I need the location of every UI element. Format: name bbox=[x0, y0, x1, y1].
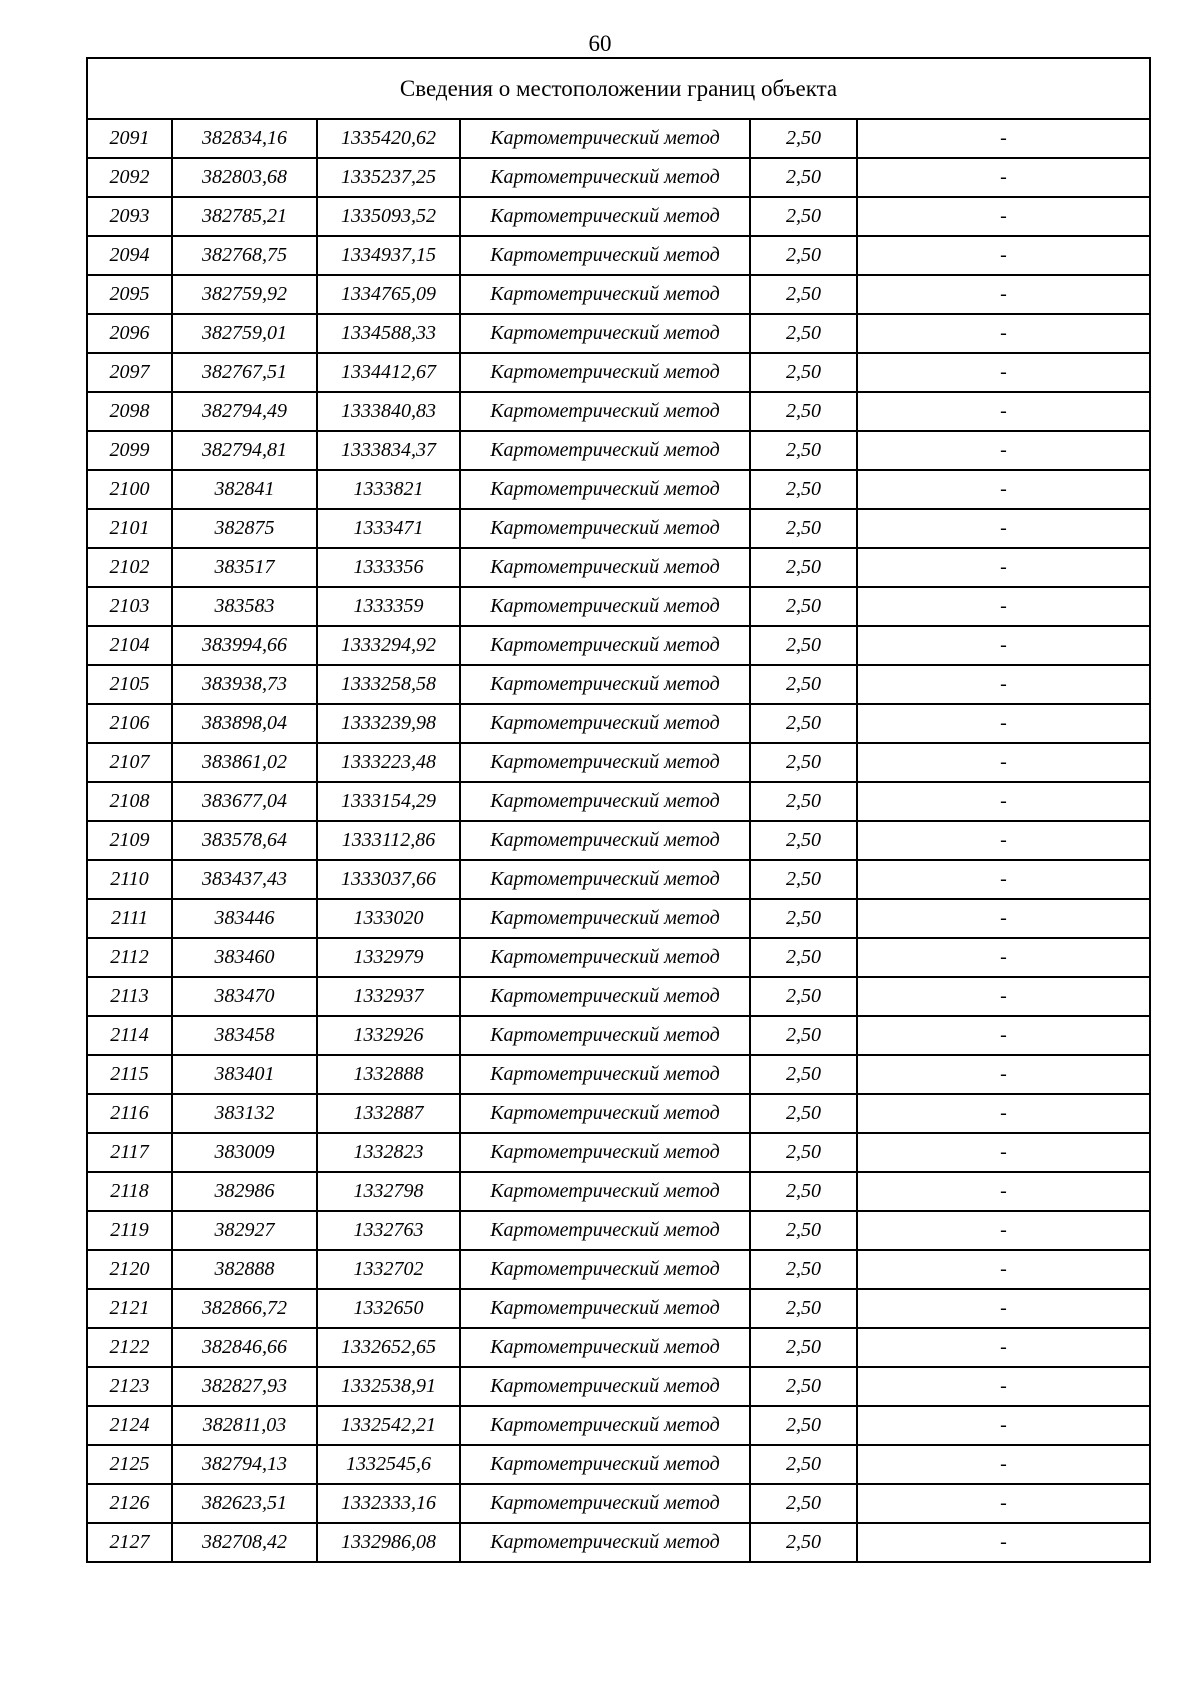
y-coordinate-cell: 1335093,52 bbox=[317, 197, 460, 236]
method-cell: Картометрический метод bbox=[460, 743, 750, 782]
method-cell: Картометрический метод bbox=[460, 821, 750, 860]
accuracy-cell: 2,50 bbox=[750, 899, 857, 938]
method-cell: Картометрический метод bbox=[460, 587, 750, 626]
point-number-cell: 2119 bbox=[87, 1211, 172, 1250]
x-coordinate-cell: 382803,68 bbox=[172, 158, 317, 197]
method-cell: Картометрический метод bbox=[460, 1133, 750, 1172]
method-cell: Картометрический метод bbox=[460, 860, 750, 899]
table-row bbox=[87, 1445, 1150, 1484]
point-number-cell: 2112 bbox=[87, 938, 172, 977]
accuracy-cell: 2,50 bbox=[750, 1094, 857, 1133]
x-coordinate-cell: 383401 bbox=[172, 1055, 317, 1094]
description-cell: - bbox=[857, 860, 1150, 899]
x-coordinate-cell: 383677,04 bbox=[172, 782, 317, 821]
x-coordinate-cell: 382785,21 bbox=[172, 197, 317, 236]
y-coordinate-cell: 1335420,62 bbox=[317, 119, 460, 158]
table-row bbox=[87, 1523, 1150, 1562]
point-number-cell: 2100 bbox=[87, 470, 172, 509]
description-cell: - bbox=[857, 1445, 1150, 1484]
description-cell: - bbox=[857, 821, 1150, 860]
accuracy-cell: 2,50 bbox=[750, 1328, 857, 1367]
description-cell: - bbox=[857, 1094, 1150, 1133]
y-coordinate-cell: 1332333,16 bbox=[317, 1484, 460, 1523]
x-coordinate-cell: 383583 bbox=[172, 587, 317, 626]
method-cell: Картометрический метод bbox=[460, 1289, 750, 1328]
description-cell: - bbox=[857, 782, 1150, 821]
x-coordinate-cell: 383898,04 bbox=[172, 704, 317, 743]
description-cell: - bbox=[857, 509, 1150, 548]
method-cell: Картометрический метод bbox=[460, 1250, 750, 1289]
x-coordinate-cell: 383460 bbox=[172, 938, 317, 977]
table-row bbox=[87, 197, 1150, 236]
description-cell: - bbox=[857, 1055, 1150, 1094]
table-row bbox=[87, 938, 1150, 977]
point-number-cell: 2105 bbox=[87, 665, 172, 704]
y-coordinate-cell: 1333471 bbox=[317, 509, 460, 548]
method-cell: Картометрический метод bbox=[460, 626, 750, 665]
table-body bbox=[87, 58, 1150, 1562]
description-cell: - bbox=[857, 1406, 1150, 1445]
x-coordinate-cell: 383938,73 bbox=[172, 665, 317, 704]
point-number-cell: 2101 bbox=[87, 509, 172, 548]
y-coordinate-cell: 1333258,58 bbox=[317, 665, 460, 704]
method-cell: Картометрический метод bbox=[460, 977, 750, 1016]
point-number-cell: 2097 bbox=[87, 353, 172, 392]
y-coordinate-cell: 1333356 bbox=[317, 548, 460, 587]
x-coordinate-cell: 382623,51 bbox=[172, 1484, 317, 1523]
method-cell: Картометрический метод bbox=[460, 938, 750, 977]
y-coordinate-cell: 1334937,15 bbox=[317, 236, 460, 275]
description-cell: - bbox=[857, 158, 1150, 197]
accuracy-cell: 2,50 bbox=[750, 1406, 857, 1445]
description-cell: - bbox=[857, 1016, 1150, 1055]
point-number-cell: 2092 bbox=[87, 158, 172, 197]
table-row bbox=[87, 431, 1150, 470]
table-row bbox=[87, 1211, 1150, 1250]
description-cell: - bbox=[857, 470, 1150, 509]
y-coordinate-cell: 1332926 bbox=[317, 1016, 460, 1055]
boundary-coordinates-table bbox=[86, 57, 1151, 1563]
accuracy-cell: 2,50 bbox=[750, 236, 857, 275]
method-cell: Картометрический метод bbox=[460, 1445, 750, 1484]
x-coordinate-cell: 382834,16 bbox=[172, 119, 317, 158]
description-cell: - bbox=[857, 197, 1150, 236]
page-number: 60 bbox=[588, 31, 612, 56]
y-coordinate-cell: 1333154,29 bbox=[317, 782, 460, 821]
point-number-cell: 2116 bbox=[87, 1094, 172, 1133]
accuracy-cell: 2,50 bbox=[750, 1211, 857, 1250]
point-number-cell: 2107 bbox=[87, 743, 172, 782]
x-coordinate-cell: 382986 bbox=[172, 1172, 317, 1211]
table-row bbox=[87, 821, 1150, 860]
method-cell: Картометрический метод bbox=[460, 1055, 750, 1094]
method-cell: Картометрический метод bbox=[460, 1328, 750, 1367]
accuracy-cell: 2,50 bbox=[750, 821, 857, 860]
method-cell: Картометрический метод bbox=[460, 1367, 750, 1406]
description-cell: - bbox=[857, 587, 1150, 626]
description-cell: - bbox=[857, 1484, 1150, 1523]
y-coordinate-cell: 1333294,92 bbox=[317, 626, 460, 665]
accuracy-cell: 2,50 bbox=[750, 158, 857, 197]
point-number-cell: 2122 bbox=[87, 1328, 172, 1367]
point-number-cell: 2098 bbox=[87, 392, 172, 431]
x-coordinate-cell: 382811,03 bbox=[172, 1406, 317, 1445]
description-cell: - bbox=[857, 743, 1150, 782]
table-row bbox=[87, 1055, 1150, 1094]
y-coordinate-cell: 1333359 bbox=[317, 587, 460, 626]
table-row bbox=[87, 743, 1150, 782]
description-cell: - bbox=[857, 1172, 1150, 1211]
accuracy-cell: 2,50 bbox=[750, 1250, 857, 1289]
accuracy-cell: 2,50 bbox=[750, 1484, 857, 1523]
description-cell: - bbox=[857, 1250, 1150, 1289]
point-number-cell: 2114 bbox=[87, 1016, 172, 1055]
point-number-cell: 2108 bbox=[87, 782, 172, 821]
point-number-cell: 2103 bbox=[87, 587, 172, 626]
accuracy-cell: 2,50 bbox=[750, 587, 857, 626]
table-title: Сведения о местоположении границ объекта bbox=[87, 58, 1150, 119]
x-coordinate-cell: 383446 bbox=[172, 899, 317, 938]
description-cell: - bbox=[857, 899, 1150, 938]
point-number-cell: 2120 bbox=[87, 1250, 172, 1289]
method-cell: Картометрический метод bbox=[460, 1406, 750, 1445]
x-coordinate-cell: 382875 bbox=[172, 509, 317, 548]
method-cell: Картометрический метод bbox=[460, 236, 750, 275]
y-coordinate-cell: 1332763 bbox=[317, 1211, 460, 1250]
table-row bbox=[87, 1250, 1150, 1289]
accuracy-cell: 2,50 bbox=[750, 314, 857, 353]
table-row bbox=[87, 392, 1150, 431]
table-row bbox=[87, 548, 1150, 587]
table-row bbox=[87, 275, 1150, 314]
accuracy-cell: 2,50 bbox=[750, 1289, 857, 1328]
method-cell: Картометрический метод bbox=[460, 1523, 750, 1562]
method-cell: Картометрический метод bbox=[460, 158, 750, 197]
y-coordinate-cell: 1332937 bbox=[317, 977, 460, 1016]
accuracy-cell: 2,50 bbox=[750, 1055, 857, 1094]
table-row bbox=[87, 587, 1150, 626]
point-number-cell: 2104 bbox=[87, 626, 172, 665]
description-cell: - bbox=[857, 626, 1150, 665]
accuracy-cell: 2,50 bbox=[750, 938, 857, 977]
point-number-cell: 2118 bbox=[87, 1172, 172, 1211]
point-number-cell: 2117 bbox=[87, 1133, 172, 1172]
y-coordinate-cell: 1334765,09 bbox=[317, 275, 460, 314]
description-cell: - bbox=[857, 1328, 1150, 1367]
method-cell: Картометрический метод bbox=[460, 1016, 750, 1055]
description-cell: - bbox=[857, 353, 1150, 392]
accuracy-cell: 2,50 bbox=[750, 1172, 857, 1211]
point-number-cell: 2115 bbox=[87, 1055, 172, 1094]
description-cell: - bbox=[857, 314, 1150, 353]
x-coordinate-cell: 383009 bbox=[172, 1133, 317, 1172]
accuracy-cell: 2,50 bbox=[750, 626, 857, 665]
x-coordinate-cell: 383470 bbox=[172, 977, 317, 1016]
description-cell: - bbox=[857, 977, 1150, 1016]
x-coordinate-cell: 383437,43 bbox=[172, 860, 317, 899]
point-number-cell: 2124 bbox=[87, 1406, 172, 1445]
x-coordinate-cell: 383994,66 bbox=[172, 626, 317, 665]
y-coordinate-cell: 1332986,08 bbox=[317, 1523, 460, 1562]
y-coordinate-cell: 1333112,86 bbox=[317, 821, 460, 860]
point-number-cell: 2096 bbox=[87, 314, 172, 353]
accuracy-cell: 2,50 bbox=[750, 548, 857, 587]
table-row bbox=[87, 860, 1150, 899]
x-coordinate-cell: 382841 bbox=[172, 470, 317, 509]
table-row bbox=[87, 1289, 1150, 1328]
accuracy-cell: 2,50 bbox=[750, 1016, 857, 1055]
accuracy-cell: 2,50 bbox=[750, 782, 857, 821]
accuracy-cell: 2,50 bbox=[750, 743, 857, 782]
x-coordinate-cell: 382794,81 bbox=[172, 431, 317, 470]
point-number-cell: 2091 bbox=[87, 119, 172, 158]
table-row bbox=[87, 470, 1150, 509]
y-coordinate-cell: 1333020 bbox=[317, 899, 460, 938]
table-row bbox=[87, 665, 1150, 704]
description-cell: - bbox=[857, 665, 1150, 704]
point-number-cell: 2125 bbox=[87, 1445, 172, 1484]
point-number-cell: 2111 bbox=[87, 899, 172, 938]
y-coordinate-cell: 1332702 bbox=[317, 1250, 460, 1289]
x-coordinate-cell: 383132 bbox=[172, 1094, 317, 1133]
y-coordinate-cell: 1332652,65 bbox=[317, 1328, 460, 1367]
point-number-cell: 2099 bbox=[87, 431, 172, 470]
x-coordinate-cell: 382888 bbox=[172, 1250, 317, 1289]
method-cell: Картометрический метод bbox=[460, 392, 750, 431]
x-coordinate-cell: 383517 bbox=[172, 548, 317, 587]
table-row bbox=[87, 626, 1150, 665]
y-coordinate-cell: 1332650 bbox=[317, 1289, 460, 1328]
method-cell: Картометрический метод bbox=[460, 548, 750, 587]
description-cell: - bbox=[857, 431, 1150, 470]
x-coordinate-cell: 382708,42 bbox=[172, 1523, 317, 1562]
accuracy-cell: 2,50 bbox=[750, 119, 857, 158]
point-number-cell: 2127 bbox=[87, 1523, 172, 1562]
y-coordinate-cell: 1333037,66 bbox=[317, 860, 460, 899]
accuracy-cell: 2,50 bbox=[750, 353, 857, 392]
method-cell: Картометрический метод bbox=[460, 119, 750, 158]
method-cell: Картометрический метод bbox=[460, 314, 750, 353]
y-coordinate-cell: 1332798 bbox=[317, 1172, 460, 1211]
table-row bbox=[87, 1133, 1150, 1172]
point-number-cell: 2093 bbox=[87, 197, 172, 236]
table-row bbox=[87, 119, 1150, 158]
description-cell: - bbox=[857, 1133, 1150, 1172]
accuracy-cell: 2,50 bbox=[750, 1133, 857, 1172]
description-cell: - bbox=[857, 1367, 1150, 1406]
method-cell: Картометрический метод bbox=[460, 1094, 750, 1133]
y-coordinate-cell: 1333239,98 bbox=[317, 704, 460, 743]
description-cell: - bbox=[857, 119, 1150, 158]
table-row bbox=[87, 899, 1150, 938]
description-cell: - bbox=[857, 1289, 1150, 1328]
point-number-cell: 2113 bbox=[87, 977, 172, 1016]
x-coordinate-cell: 383861,02 bbox=[172, 743, 317, 782]
description-cell: - bbox=[857, 1211, 1150, 1250]
x-coordinate-cell: 382927 bbox=[172, 1211, 317, 1250]
point-number-cell: 2109 bbox=[87, 821, 172, 860]
y-coordinate-cell: 1333834,37 bbox=[317, 431, 460, 470]
table-row bbox=[87, 977, 1150, 1016]
method-cell: Картометрический метод bbox=[460, 197, 750, 236]
point-number-cell: 2094 bbox=[87, 236, 172, 275]
x-coordinate-cell: 382759,01 bbox=[172, 314, 317, 353]
table-row bbox=[87, 1172, 1150, 1211]
y-coordinate-cell: 1333821 bbox=[317, 470, 460, 509]
table-row bbox=[87, 509, 1150, 548]
method-cell: Картометрический метод bbox=[460, 782, 750, 821]
point-number-cell: 2110 bbox=[87, 860, 172, 899]
accuracy-cell: 2,50 bbox=[750, 977, 857, 1016]
method-cell: Картометрический метод bbox=[460, 665, 750, 704]
description-cell: - bbox=[857, 704, 1150, 743]
table-row bbox=[87, 1094, 1150, 1133]
x-coordinate-cell: 383578,64 bbox=[172, 821, 317, 860]
accuracy-cell: 2,50 bbox=[750, 197, 857, 236]
x-coordinate-cell: 382846,66 bbox=[172, 1328, 317, 1367]
method-cell: Картометрический метод bbox=[460, 899, 750, 938]
y-coordinate-cell: 1334588,33 bbox=[317, 314, 460, 353]
method-cell: Картометрический метод bbox=[460, 431, 750, 470]
table-row bbox=[87, 1406, 1150, 1445]
method-cell: Картометрический метод bbox=[460, 509, 750, 548]
table-row bbox=[87, 1016, 1150, 1055]
y-coordinate-cell: 1335237,25 bbox=[317, 158, 460, 197]
method-cell: Картометрический метод bbox=[460, 1484, 750, 1523]
table-title-row bbox=[87, 58, 1150, 119]
accuracy-cell: 2,50 bbox=[750, 275, 857, 314]
x-coordinate-cell: 382768,75 bbox=[172, 236, 317, 275]
y-coordinate-cell: 1332887 bbox=[317, 1094, 460, 1133]
x-coordinate-cell: 382794,49 bbox=[172, 392, 317, 431]
x-coordinate-cell: 383458 bbox=[172, 1016, 317, 1055]
x-coordinate-cell: 382794,13 bbox=[172, 1445, 317, 1484]
y-coordinate-cell: 1332888 bbox=[317, 1055, 460, 1094]
point-number-cell: 2121 bbox=[87, 1289, 172, 1328]
table-row bbox=[87, 236, 1150, 275]
accuracy-cell: 2,50 bbox=[750, 665, 857, 704]
description-cell: - bbox=[857, 275, 1150, 314]
point-number-cell: 2123 bbox=[87, 1367, 172, 1406]
table-row bbox=[87, 782, 1150, 821]
x-coordinate-cell: 382866,72 bbox=[172, 1289, 317, 1328]
accuracy-cell: 2,50 bbox=[750, 392, 857, 431]
accuracy-cell: 2,50 bbox=[750, 470, 857, 509]
point-number-cell: 2095 bbox=[87, 275, 172, 314]
description-cell: - bbox=[857, 938, 1150, 977]
y-coordinate-cell: 1332823 bbox=[317, 1133, 460, 1172]
description-cell: - bbox=[857, 392, 1150, 431]
table-row bbox=[87, 353, 1150, 392]
method-cell: Картометрический метод bbox=[460, 275, 750, 314]
table-row bbox=[87, 1484, 1150, 1523]
y-coordinate-cell: 1333840,83 bbox=[317, 392, 460, 431]
table-row bbox=[87, 704, 1150, 743]
accuracy-cell: 2,50 bbox=[750, 1445, 857, 1484]
method-cell: Картометрический метод bbox=[460, 353, 750, 392]
y-coordinate-cell: 1332538,91 bbox=[317, 1367, 460, 1406]
accuracy-cell: 2,50 bbox=[750, 431, 857, 470]
method-cell: Картометрический метод bbox=[460, 1211, 750, 1250]
description-cell: - bbox=[857, 236, 1150, 275]
y-coordinate-cell: 1333223,48 bbox=[317, 743, 460, 782]
y-coordinate-cell: 1334412,67 bbox=[317, 353, 460, 392]
point-number-cell: 2102 bbox=[87, 548, 172, 587]
accuracy-cell: 2,50 bbox=[750, 1523, 857, 1562]
description-cell: - bbox=[857, 548, 1150, 587]
table-row bbox=[87, 1367, 1150, 1406]
y-coordinate-cell: 1332545,6 bbox=[317, 1445, 460, 1484]
x-coordinate-cell: 382767,51 bbox=[172, 353, 317, 392]
x-coordinate-cell: 382759,92 bbox=[172, 275, 317, 314]
y-coordinate-cell: 1332542,21 bbox=[317, 1406, 460, 1445]
method-cell: Картометрический метод bbox=[460, 704, 750, 743]
description-cell: - bbox=[857, 1523, 1150, 1562]
point-number-cell: 2126 bbox=[87, 1484, 172, 1523]
x-coordinate-cell: 382827,93 bbox=[172, 1367, 317, 1406]
table-row bbox=[87, 314, 1150, 353]
table-row bbox=[87, 158, 1150, 197]
accuracy-cell: 2,50 bbox=[750, 704, 857, 743]
accuracy-cell: 2,50 bbox=[750, 1367, 857, 1406]
accuracy-cell: 2,50 bbox=[750, 509, 857, 548]
method-cell: Картометрический метод bbox=[460, 470, 750, 509]
table-row bbox=[87, 1328, 1150, 1367]
method-cell: Картометрический метод bbox=[460, 1172, 750, 1211]
y-coordinate-cell: 1332979 bbox=[317, 938, 460, 977]
accuracy-cell: 2,50 bbox=[750, 860, 857, 899]
point-number-cell: 2106 bbox=[87, 704, 172, 743]
